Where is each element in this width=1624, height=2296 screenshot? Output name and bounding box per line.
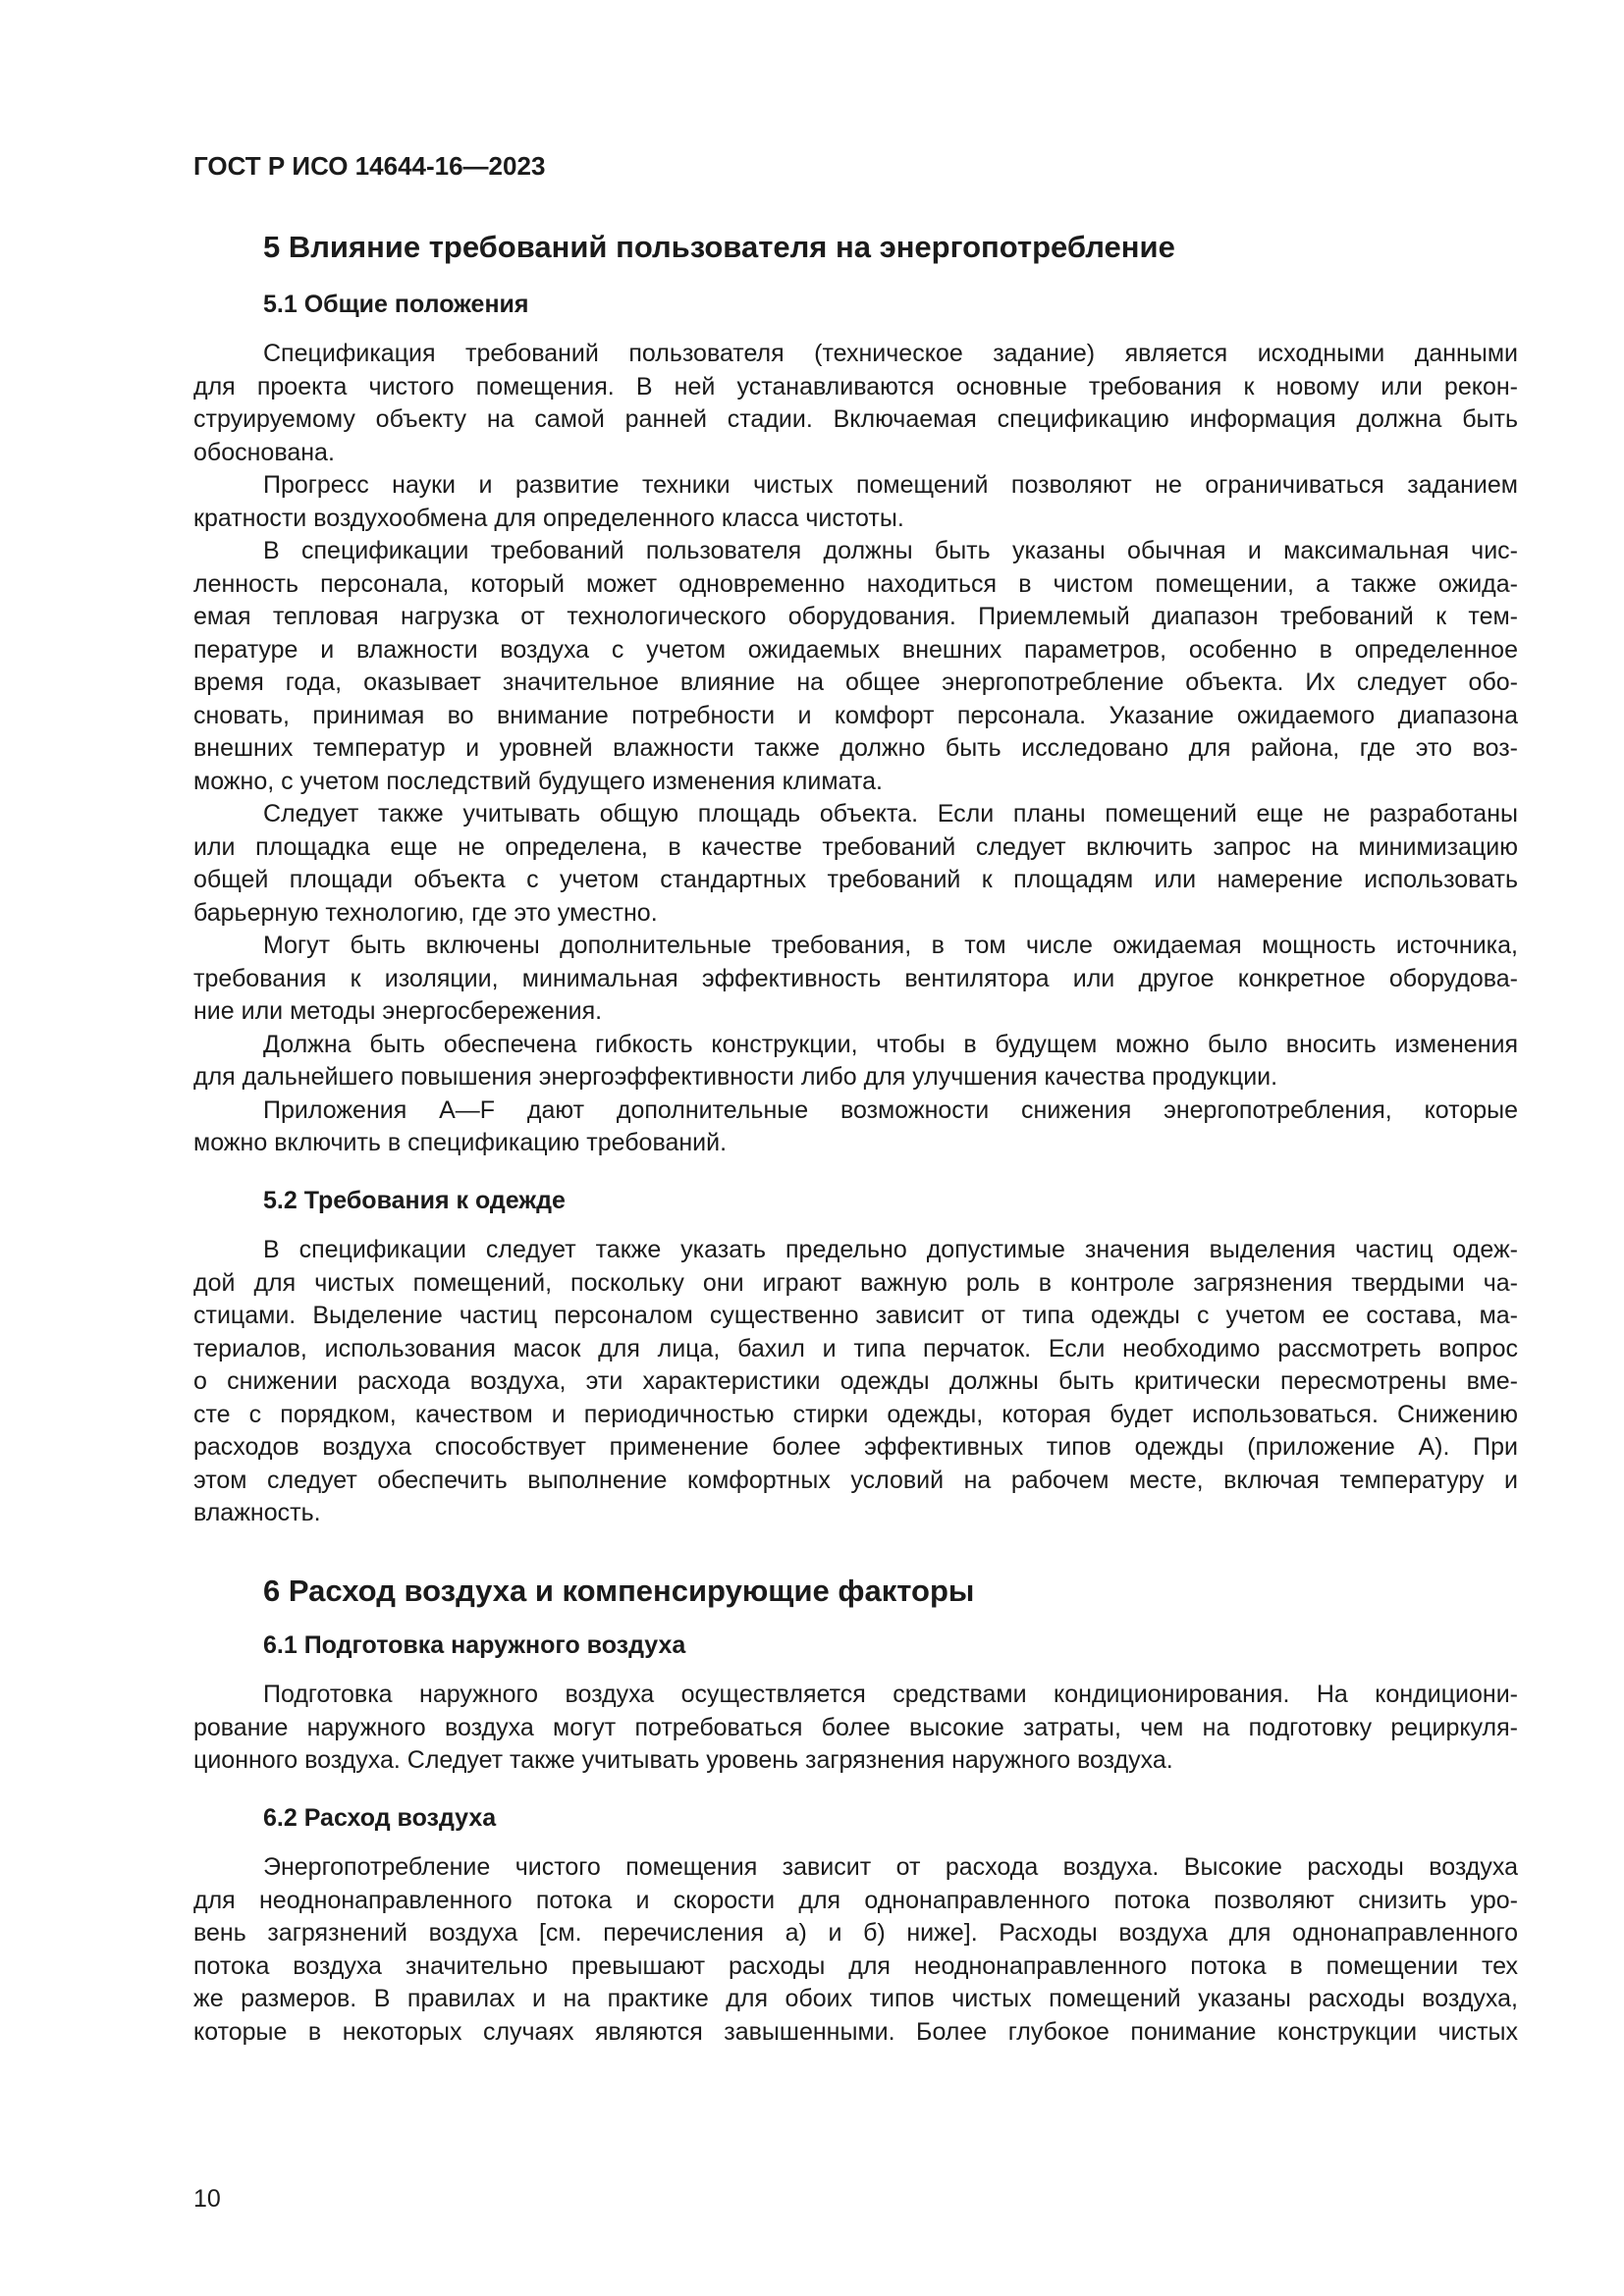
text-line: вень загрязнений воздуха [см. перечисления а) и б) ниже]. Расходы воздуха для однонаправленного: [193, 1919, 1518, 1947]
text-line: струируемому объекту на самой ранней стадии. Включаемая спецификацию информация должна быть: [193, 405, 1518, 433]
text-line: ленность персонала, который может одновременно находиться в чистом помещении, а также ожида-: [193, 569, 1518, 598]
text-line: которые в некоторых случаях являются завышенными. Более глубокое понимание конструкции чистых: [193, 2017, 1518, 2046]
paragraph: [193, 1679, 1518, 1778]
text-line: териалов, использования масок для лица, бахил и типа перчаток. Если необходимо рассмотреть вопрос: [193, 1334, 1518, 1362]
text-line: пературе и влажности воздуха с учетом ожидаемых внешних параметров, особенно в определенное: [193, 635, 1518, 664]
text-line: кратности воздухообмена для определенного класса чистоты.: [193, 504, 904, 532]
paragraph: [193, 338, 1518, 469]
paragraph: [193, 1095, 1518, 1160]
text-line: же размеров. В правилах и на практике для обоих типов чистых помещений указаны расходы воздуха,: [193, 1985, 1518, 2012]
text-line: требования к изоляции, минимальная эффективность вентилятора или другое конкретное оборудова-: [193, 964, 1518, 992]
subsection-5-1-body: [193, 338, 1518, 1160]
text-line: дой для чистых помещений, поскольку они играют важную роль в контроле загрязнения твердыми ча-: [193, 1268, 1518, 1297]
subsection-5-1-title: 5.1 Общие положения: [263, 291, 529, 318]
text-line: обоснована.: [193, 438, 335, 466]
text-line: Следует также учитывать общую площадь объекта. Если планы помещений еще не разработаны: [263, 800, 1518, 828]
page-number: 10: [193, 2185, 221, 2213]
subsection-6-1-body: [193, 1679, 1518, 1778]
text-line: Прогресс науки и развитие техники чистых помещений позволяют не ограничиваться заданием: [263, 471, 1518, 499]
text-line: Спецификация требований пользователя (техническое задание) является исходными данными: [263, 340, 1518, 367]
text-line: стицами. Выделение частиц персоналом существенно зависит от типа одежды с учетом ее состава, ма-: [193, 1302, 1518, 1329]
text-line: общей площади объекта с учетом стандартных требований к площадям или намерение использовать: [193, 866, 1518, 893]
subsection-5-2-title: 5.2 Требования к одежде: [263, 1187, 566, 1214]
subsection-6-1-title: 6.1 Подготовка наружного воздуха: [263, 1631, 686, 1659]
text-line: рование наружного воздуха могут потребоваться более высокие затраты, чем на подготовку рециркуля-: [193, 1713, 1518, 1741]
text-line: В спецификации требований пользователя должны быть указаны обычная и максимальная чис-: [263, 537, 1518, 564]
paragraph: [193, 535, 1518, 798]
text-line: емая тепловая нагрузка от технологического оборудования. Приемлемый диапазон требований к тем-: [193, 603, 1518, 630]
paragraph: [193, 1234, 1518, 1530]
text-line: для проекта чистого помещения. В ней устанавливаются основные требования к новому или рекон-: [193, 372, 1518, 400]
paragraph: [193, 469, 1518, 535]
subsection-6-2-title: 6.2 Расход воздуха: [263, 1804, 497, 1832]
text-line: можно включить в спецификацию требований.: [193, 1129, 728, 1156]
section-6-title: 6 Расход воздуха и компенсирующие факторы: [263, 1574, 975, 1608]
text-line: сте с порядком, качеством и периодичностью стирки одежды, которая будет использоваться. Снижению: [193, 1400, 1518, 1428]
text-line: расходов воздуха способствует применение более эффективных типов одежды (приложение А). При: [193, 1433, 1518, 1461]
paragraph: [193, 1851, 1518, 2049]
text-line: для неоднонаправленного потока и скорости для однонаправленного потока позволяют снизить уро-: [193, 1886, 1518, 1914]
section-5-title: 5 Влияние требований пользователя на энергопотребление: [263, 230, 1175, 264]
text-line: влажность.: [193, 1499, 321, 1526]
text-line: для дальнейшего повышения энергоэффективности либо для улучшения качества продукции.: [193, 1063, 1278, 1091]
text-line: Энергопотребление чистого помещения зависит от расхода воздуха. Высокие расходы воздуха: [263, 1853, 1518, 1881]
text-line: можно, с учетом последствий будущего изменения климата.: [193, 767, 883, 795]
text-line: или площадка еще не определена, в качестве требований следует включить запрос на минимизацию: [193, 832, 1518, 861]
text-line: время года, оказывает значительное влияние на общее энергопотребление объекта. Их следует обо-: [193, 668, 1518, 696]
text-line: ние или методы энергосбережения.: [193, 997, 603, 1025]
paragraph: [193, 798, 1518, 930]
document-header: ГОСТ Р ИСО 14644-16—2023: [193, 151, 546, 181]
text-line: о снижении расхода воздуха, эти характеристики одежды должны быть критически пересмотрены вме-: [193, 1367, 1518, 1395]
subsection-6-2-body: [193, 1851, 1518, 2049]
paragraph: [193, 1029, 1518, 1095]
subsection-5-2-body: [193, 1234, 1518, 1530]
text-line: Подготовка наружного воздуха осуществляется средствами кондиционирования. На кондициони-: [263, 1681, 1518, 1708]
text-line: барьерную технологию, где это уместно.: [193, 898, 658, 927]
text-line: Приложения А—F дают дополнительные возможности снижения энергопотребления, которые: [263, 1095, 1518, 1124]
text-line: Должна быть обеспечена гибкость конструкции, чтобы в будущем можно было вносить изменения: [263, 1030, 1518, 1058]
paragraph: [193, 930, 1518, 1029]
text-line: В спецификации следует также указать предельно допустимые значения выделения частиц одеж-: [263, 1236, 1518, 1263]
text-line: потока воздуха значительно превышают расходы для неоднонаправленного потока в помещении тех: [193, 1951, 1518, 1980]
text-line: сновать, принимая во внимание потребности и комфорт персонала. Указание ожидаемого диапазона: [193, 701, 1518, 729]
text-line: внешних температур и уровней влажности также должно быть исследовано для района, где это воз-: [193, 734, 1518, 762]
text-line: Могут быть включены дополнительные требования, в том числе ожидаемая мощность источника,: [263, 932, 1518, 959]
text-line: ционного воздуха. Следует также учитывать уровень загрязнения наружного воздуха.: [193, 1746, 1173, 1774]
text-line: этом следует обеспечить выполнение комфортных условий на рабочем месте, включая температуру и: [193, 1466, 1518, 1494]
